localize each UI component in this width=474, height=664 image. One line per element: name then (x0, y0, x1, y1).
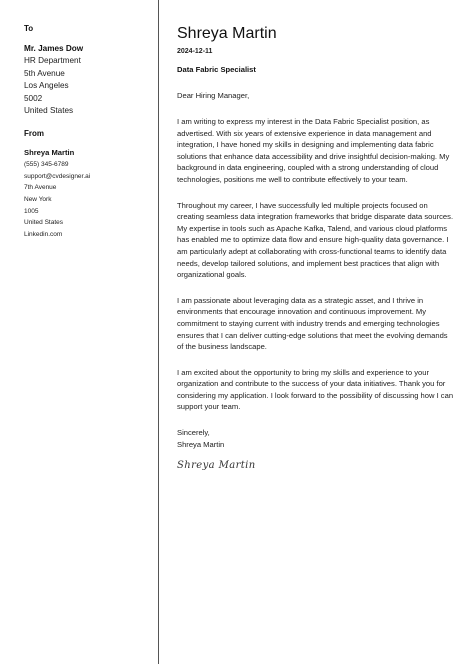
vertical-divider (158, 0, 159, 664)
recipient-street: 5th Avenue (24, 68, 65, 78)
sender-country: United States (24, 219, 64, 227)
paragraph-4: I am excited about the opportunity to bring my skills and experience to your organization and contribute to the success of your data initiatives. Thank you for considering my application. I look forward to the possibility of discussing how I can support your team. (177, 367, 454, 412)
paragraph-1: I am writing to express my interest in the Data Fabric Specialist position, as advertised. With six years of extensive experience in data management and integration, I have honed my skills in designing and implementing data fabric solutions that enhance data accessibility and drive insightful decision-making. My background in data engineering, coupled with a strong understanding of cloud technologies, positions me well to contribute effectively to your team. (177, 117, 450, 184)
greeting: Dear Hiring Manager, (177, 91, 250, 100)
job-title: Data Fabric Specialist (177, 65, 256, 74)
from-label: From (24, 128, 44, 138)
sender-street: 7th Avenue (24, 184, 57, 192)
recipient-name: Mr. James Dow (24, 44, 84, 53)
recipient-department: HR Department (24, 56, 81, 65)
sender-postcode: 1005 (24, 207, 39, 215)
handwritten-signature: Shreya Martin (177, 460, 256, 472)
recipient-city: Los Angeles (24, 81, 69, 91)
closing-block (177, 427, 455, 450)
applicant-name: Shreya Martin (177, 25, 277, 42)
closing-phrase: Sincerely, (177, 428, 210, 438)
sender-city: New York (24, 196, 52, 204)
closing-name: Shreya Martin (177, 439, 225, 449)
letter-body (177, 24, 455, 471)
sender-linkedin: Linkedin.com (24, 231, 63, 239)
paragraph-3: I am passionate about leveraging data as a strategic asset, and I thrive in environments that encourage innovation and continuous improvement. My commitment to staying current with industry trends and emerging technologies ensures that I can deliver cutting-edge solutions that meet the evolving demands of the business landscape. (177, 295, 448, 352)
to-label: To (24, 24, 34, 33)
sidebar (0, 0, 158, 664)
sender-phone: (555) 345-6789 (24, 160, 69, 168)
letter-date: 2024-12-11 (177, 48, 213, 55)
sender-name: Shreya Martin (24, 147, 75, 157)
recipient-country: United States (24, 106, 74, 116)
recipient-postcode: 5002 (24, 93, 43, 103)
sender-email: support@cvdesigner.ai (24, 172, 91, 180)
paragraph-2: Throughout my career, I have successfully led multiple projects focused on creating seamless data integration frameworks that bridge disparate data sources. My expertise in tools such as Apache Kafka, Talend, and various cloud platforms has enabled me to optimize data flow and ensure high-quality data governance. I am particularly adept at collaborating with cross-functional teams to identify data needs, develop tailored solutions, and implement best practices that align with organizational goals. (177, 200, 454, 280)
